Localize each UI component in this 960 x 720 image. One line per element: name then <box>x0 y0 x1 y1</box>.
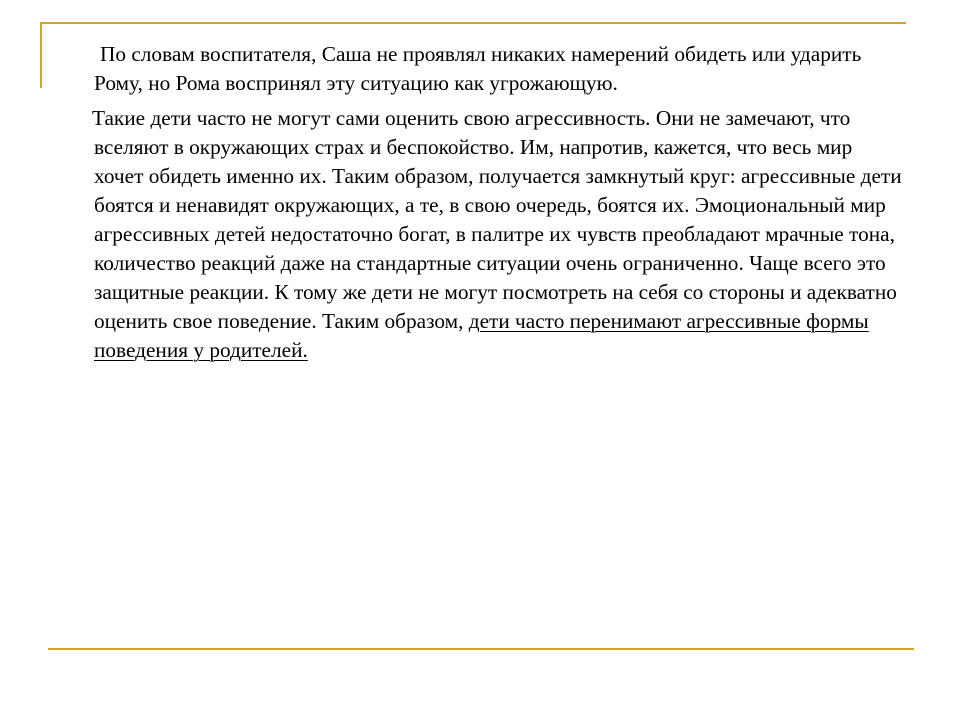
top-divider-line <box>40 22 906 24</box>
paragraph-2-underlined-conclusion: дети часто перенимают агрессивные формы поведения у родителей. <box>94 309 869 362</box>
left-divider-line <box>40 22 42 88</box>
paragraph-1: По словам воспитателя, Саша не проявлял никаких намерений обидеть или ударить Рому, но Рома воспринял эту ситуацию как угрожающую. <box>94 42 862 95</box>
slide-text-body <box>94 40 904 365</box>
bottom-divider-line <box>48 648 914 650</box>
paragraph-2 <box>94 104 904 365</box>
paragraph-2-text: Такие дети часто не могут сами оценить свою агрессивность. Они не замечают, что вселяют в окружающих страх и беспокойство. Им, напротив, кажется, что весь мир хочет обидеть именно их. Таким образом, получается замкнутый круг: агрессивные дети боятся и ненавидят окружающих, а те, в свою очередь, боятся их. Эмоциональный мир агрессивных детей недостаточно богат, в палитре их чувств преобладают мрачные тона, количество реакций даже на стандартные ситуации очень ограниченно. Чаще всего это защитные реакции. К тому же дети не могут посмотреть на себя со стороны и адекватно оценить свое поведение. Таким образом, <box>92 106 902 333</box>
